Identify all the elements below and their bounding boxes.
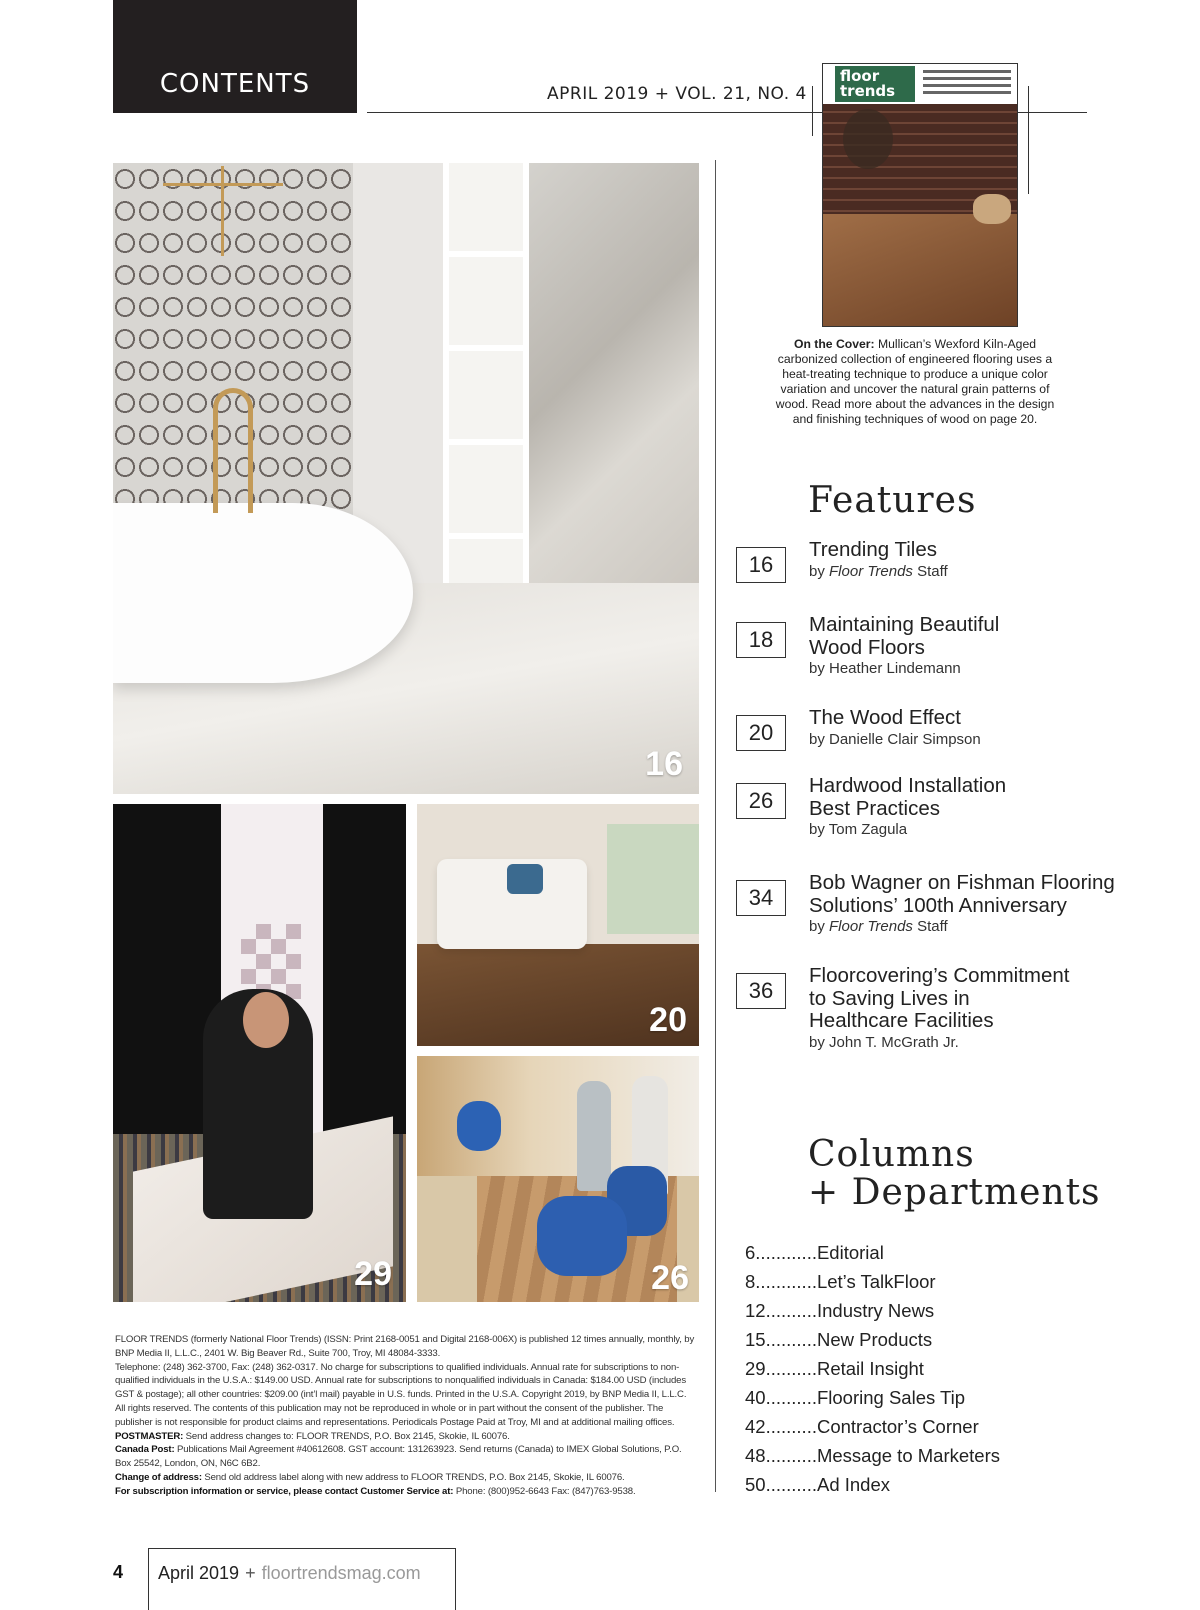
- column-item[interactable]: 42..........Contractor’s Corner: [745, 1416, 979, 1437]
- cover-masthead: [823, 64, 1017, 104]
- cover-caption-lead: On the Cover:: [793, 337, 875, 351]
- photo-page-label: 26: [651, 1259, 689, 1297]
- features-heading: Features: [808, 480, 977, 521]
- cover-plant: [843, 109, 893, 169]
- columns-heading: Columns + Departments: [808, 1134, 1101, 1213]
- feature-title: Trending Tiles by Floor Trends Staff: [809, 539, 1139, 581]
- page-number: 4: [113, 1562, 124, 1582]
- section-tab: [113, 0, 357, 113]
- footer-site-link[interactable]: floortrendsmag.com: [261, 1563, 421, 1583]
- column-item[interactable]: 8............Let’s TalkFloor: [745, 1271, 936, 1292]
- shelves: [443, 163, 529, 633]
- feature-title: Hardwood Installation Best Practices by Tom Zagula: [809, 775, 1019, 839]
- column-item[interactable]: 48..........Message to Marketers: [745, 1445, 1000, 1466]
- feature-byline: by Floor Trends Staff: [809, 918, 948, 935]
- publication-info: [115, 1333, 695, 1499]
- pub-info-postmaster: POSTMASTER: Send address changes to: FLOOR TRENDS, P.O. Box 2145, Skokie, IL 60076.: [115, 1430, 510, 1442]
- cover-logo: floor trends: [835, 66, 915, 102]
- pub-info-canada: Canada Post: Publications Mail Agreement #40612608. GST account: 131263923. Send returns (Canada) to IMEX Global Solutions, P.O. Box 25542, London, ON, N6C 6B2.: [115, 1444, 682, 1470]
- column-item[interactable]: 6............Editorial: [745, 1242, 884, 1263]
- photo-tradeshow-booth[interactable]: [113, 804, 406, 1302]
- person: [537, 1196, 627, 1276]
- feature-page-number: 34: [736, 880, 786, 916]
- issue-line: APRIL 2019 + VOL. 21, NO. 4: [547, 84, 807, 104]
- presenter-head: [243, 992, 289, 1048]
- marble-shower: [529, 163, 699, 643]
- cover-floor: [823, 214, 1017, 326]
- photo-bathroom[interactable]: [113, 163, 699, 794]
- person: [577, 1081, 611, 1191]
- column-item[interactable]: 29..........Retail Insight: [745, 1358, 924, 1379]
- columns-list: [745, 1238, 1000, 1499]
- photo-living-room[interactable]: [417, 804, 699, 1046]
- column-item[interactable]: 12..........Industry News: [745, 1300, 935, 1321]
- feature-byline: by Danielle Clair Simpson: [809, 730, 981, 748]
- cover-headlines: [923, 70, 1011, 98]
- cover-thumbnail[interactable]: [822, 63, 1018, 327]
- column-divider: [715, 160, 716, 1492]
- window: [607, 824, 699, 934]
- feature-title: Floorcovering’s Commitment to Saving Lives in Healthcare Facilities by John T. McGrath Jr.: [809, 965, 1074, 1052]
- cover-pouf: [973, 194, 1011, 224]
- column-item[interactable]: 40..........Flooring Sales Tip: [745, 1387, 966, 1408]
- cover-caption: [770, 337, 1060, 427]
- column-item[interactable]: 50..........Ad Index: [745, 1474, 891, 1495]
- person: [457, 1101, 501, 1151]
- photo-installation-workshop[interactable]: [417, 1056, 699, 1302]
- pillow: [507, 864, 543, 894]
- feature-title: Bob Wagner on Fishman Flooring Solutions’ 100th Anniversary by Floor Trends Staff: [809, 872, 1119, 936]
- pub-info-p2: Telephone: (248) 362-3700, Fax: (248) 362-0317. No charge for subscriptions to qualified individuals. Annual rate for subscriptions to non-qualified individuals in the U.S.A.: $149.00 USD. Annual rate for subscriptions to nonqualified individuals in Canada: $184.00 USD (includes GST & postage); all other countries: $209.00 (int’l mail) payable in U.S. funds. Printed in the U.S.A. Copyright 2019, by BNP Media II, L.L.C. All rights reserved. The contents of this publication may not be reproduced in whole or in part without the consent of the publisher. The publisher is not responsible for product claims and representations. Periodicals Postage Paid at Troy, MI and at additional mailing offices.: [115, 1361, 687, 1428]
- feature-byline: by Heather Lindemann: [809, 660, 961, 677]
- feature-page-number: 18: [736, 622, 786, 658]
- faucet: [213, 388, 253, 513]
- photo-page-label: 29: [354, 1255, 392, 1293]
- pub-info-p1: FLOOR TRENDS (formerly National Floor Trends) (ISSN: Print 2168-0051 and Digital 2168-006X) is published 12 times annually, monthly, by BNP Media II, L.L.C., 2401 W. Big Beaver Rd., Suite 700, Troy, MI 48084-3333.: [115, 1334, 695, 1359]
- feature-page-number: 20: [736, 715, 786, 751]
- pub-info-service: For subscription information or service, please contact Customer Service at: Phone: (800)952-6643 Fax: (847)763-9538.: [115, 1485, 636, 1497]
- feature-page-number: 16: [736, 547, 786, 583]
- feature-byline: by Tom Zagula: [809, 821, 908, 838]
- footer-date: April 2019: [158, 1563, 240, 1583]
- cover-frame-right: [1028, 86, 1029, 194]
- feature-byline: by John T. McGrath Jr.: [809, 1033, 959, 1051]
- feature-byline: by Floor Trends Staff: [809, 562, 948, 580]
- section-label: CONTENTS: [159, 69, 311, 99]
- column-item[interactable]: 15..........New Products: [745, 1329, 933, 1350]
- feature-page-number: 26: [736, 783, 786, 819]
- photo-page-label: 20: [649, 1001, 687, 1039]
- footer-separator: +: [245, 1563, 256, 1583]
- feature-title: The Wood Effect by Danielle Clair Simpson: [809, 707, 1139, 749]
- footer-issue-box: [148, 1548, 456, 1610]
- bathtub: [113, 503, 413, 683]
- cover-caption-body: Mullican’s Wexford Kiln-Aged carbonized collection of engineered flooring uses a heat-treating technique to produce a unique color variation and uncover the natural grain patterns of wood. Read more about the advances in the design and finishing techniques of wood on page 20.: [775, 337, 1055, 426]
- photo-page-label: 16: [645, 745, 683, 783]
- chandelier: [163, 183, 283, 266]
- feature-title: Maintaining Beautiful Wood Floors by Heather Lindemann: [809, 614, 1009, 678]
- feature-page-number: 36: [736, 973, 786, 1009]
- cover-frame-left: [812, 86, 813, 136]
- pub-info-change: Change of address: Send old address label along with new address to FLOOR TRENDS, P.O. Box 2145, Skokie, IL 60076.: [115, 1471, 625, 1483]
